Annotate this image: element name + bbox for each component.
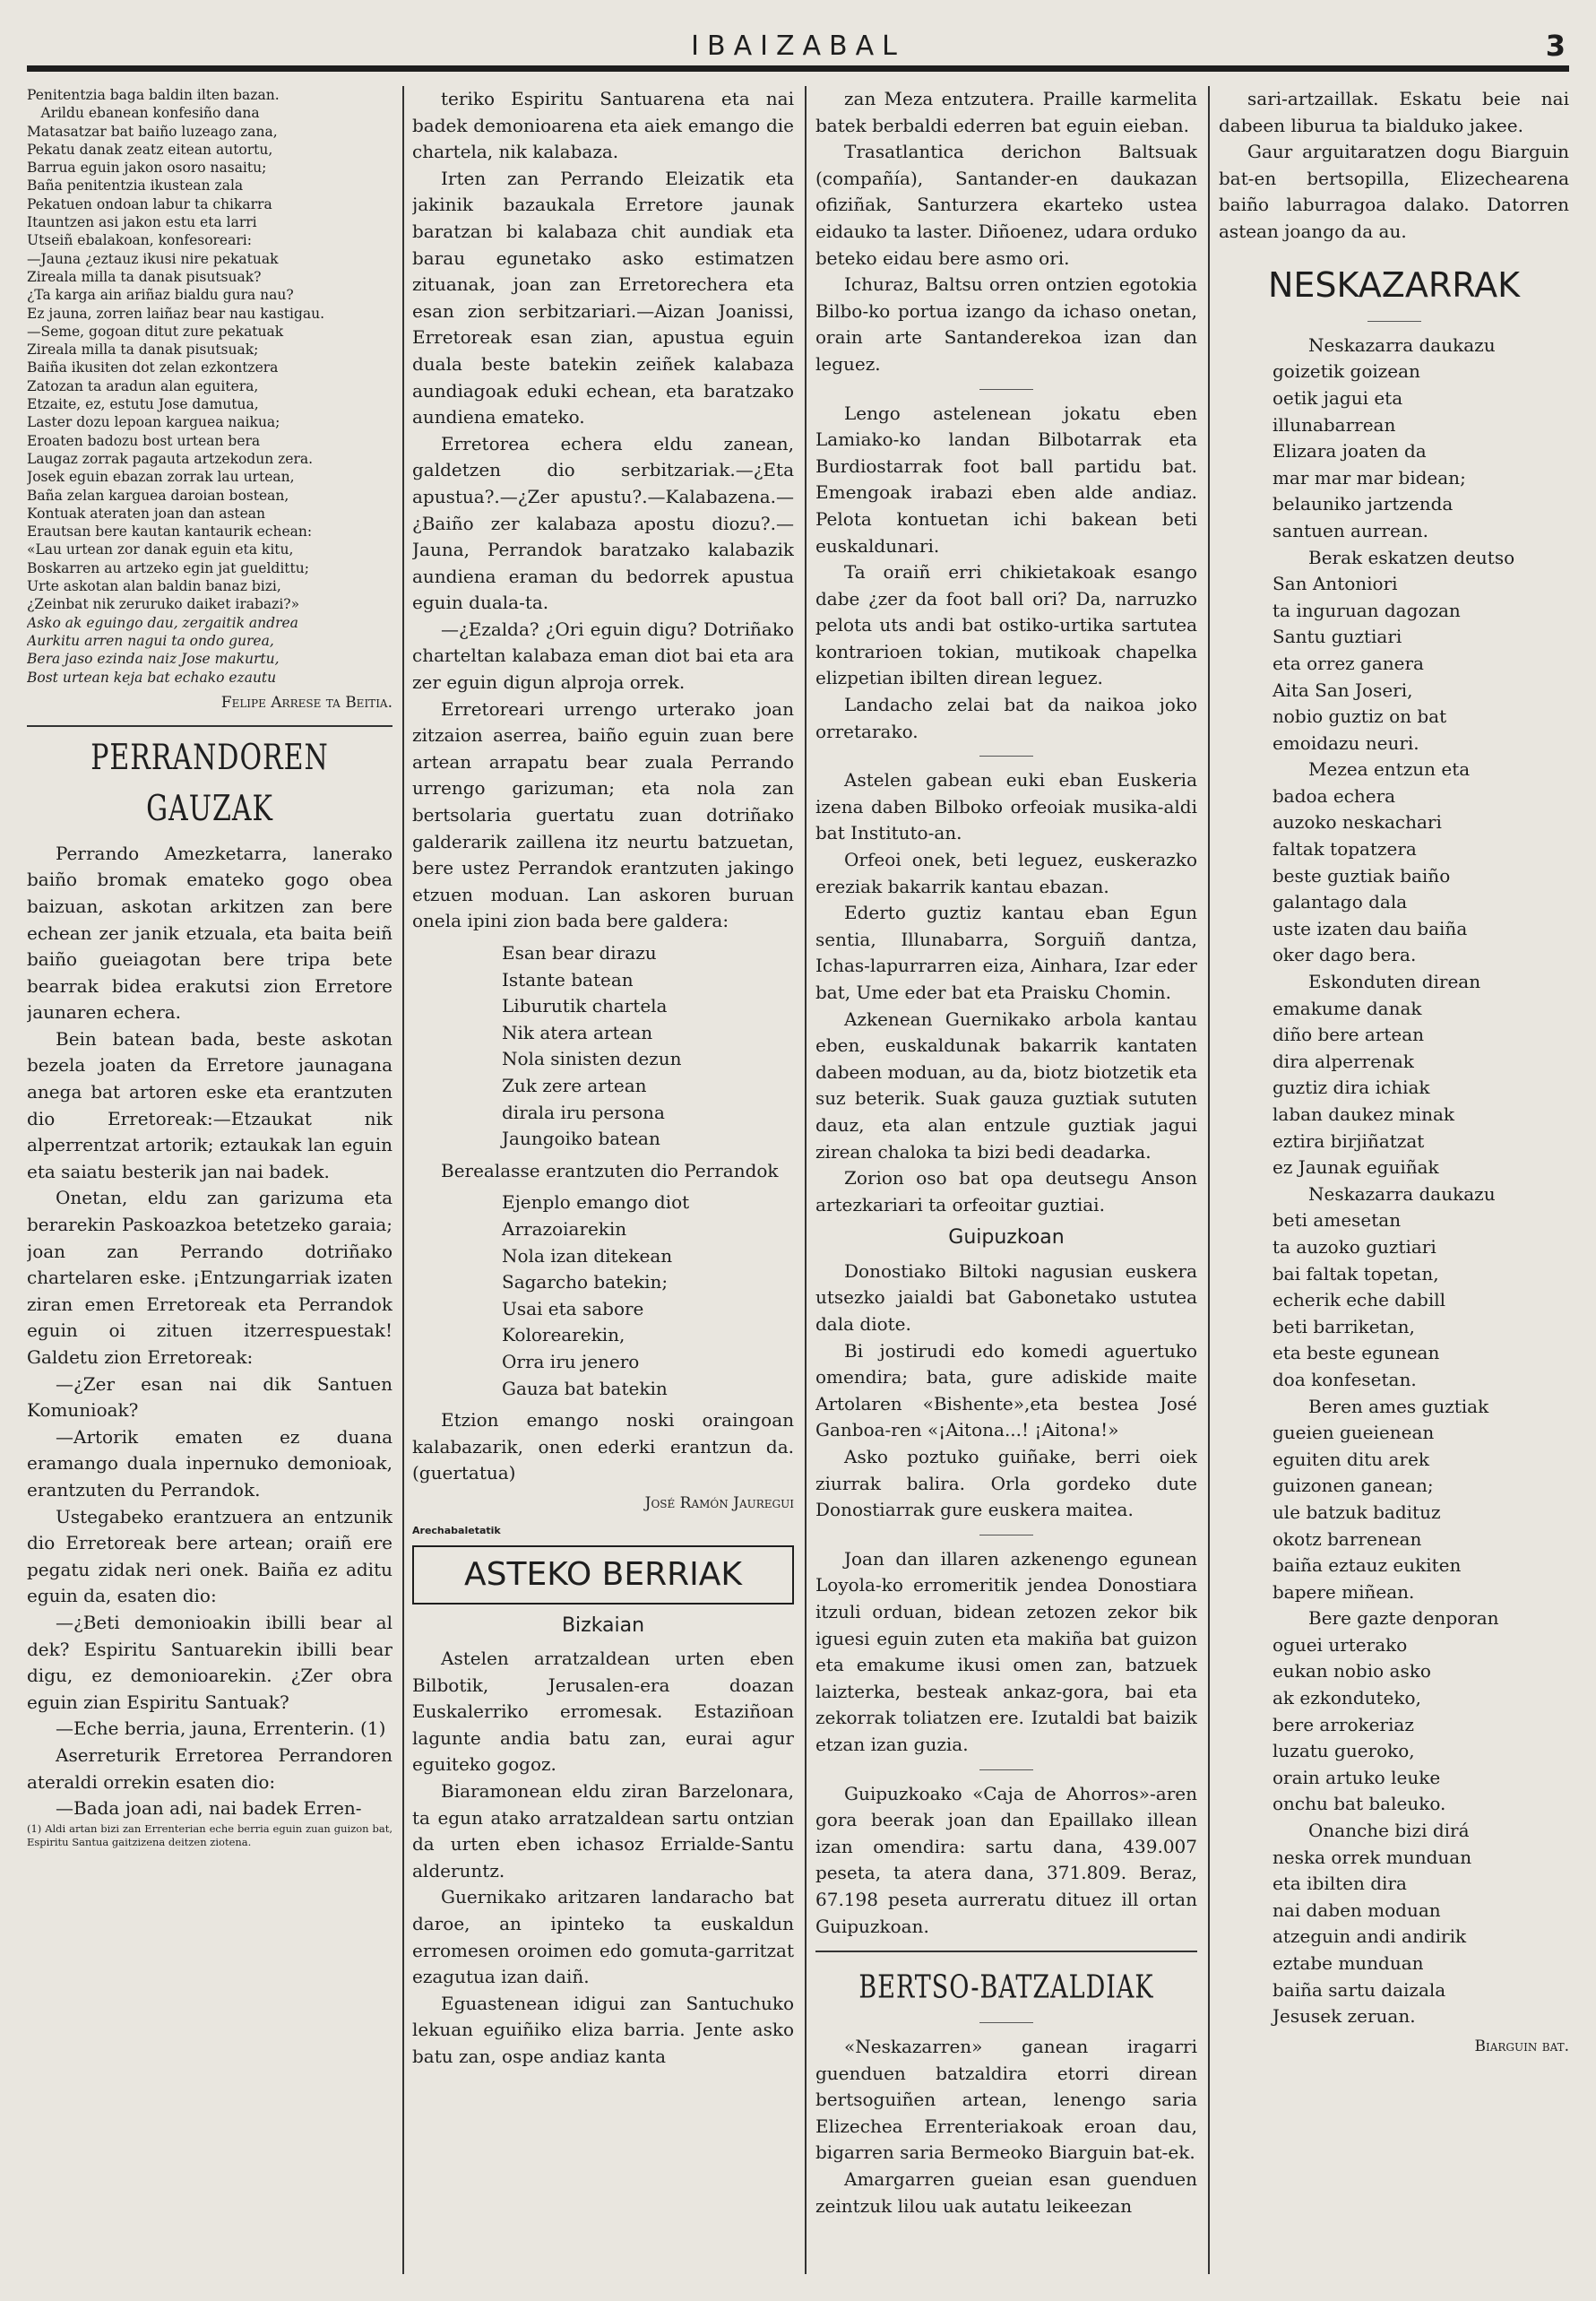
verse-line: uste izaten dau baiña (1272, 917, 1468, 939)
separator (979, 756, 1033, 757)
news-items (815, 1781, 1197, 1941)
verse-line: beste guztiak baiño (1272, 864, 1451, 887)
separator (1367, 321, 1421, 322)
verse-line: oetik jagui eta (1272, 386, 1403, 409)
article-body-continued (412, 86, 794, 935)
verse-line: Esan bear dirazu (502, 942, 657, 964)
separator (979, 2022, 1033, 2023)
article-body-continued (1219, 86, 1569, 246)
verse-line: Neskazarra daukazu (1308, 1182, 1496, 1205)
verse-line: auzoko neskachari (1272, 811, 1442, 834)
news-paragraph: Eguastenean idigui zan Santuchuko lekuan eguiñiko eliza barria. Jente asko batu zan, ospe andiaz kanta (412, 1992, 794, 2068)
verse-line: Pekatu danak zeatz eitean autortu, (27, 141, 273, 158)
verse-intro: Berealasse erantzuten dio Perrandok (441, 1159, 779, 1181)
article-body (815, 2034, 1197, 2219)
subsection-title: Bizkaian (561, 1613, 645, 1637)
verse-line: Matasatzar bat baiño luzeago zana, (27, 123, 278, 140)
column-divider (805, 86, 807, 2274)
columns (27, 86, 1569, 2274)
paragraph: Amargarren gueian esan guenduen zeintzuk lilou uak autatu leikeezan (815, 2168, 1197, 2217)
verse-line: ¿Ta karga ain ariñaz bialdu gura nau? (27, 287, 294, 304)
verse-line: ta auzoko guztiari (1272, 1235, 1436, 1258)
paragraph: Ustegabeko erantzuera an entzunik dio Erretoreak bere artean; oraiñ ere pegatu zidak neri onek. Baiña ez aditu eguin da, esaten dio: (27, 1505, 393, 1607)
news-paragraph: Landacho zelai bat da naikoa jokо orretarako. (815, 694, 1197, 742)
verse-line: Zireala milla ta danak pisutsuak; (27, 342, 259, 359)
verse-line: nobio guztiz on bat (1272, 705, 1447, 728)
paragraph: Erretoreari urrengo urterako joan zitzaion aserrea, baiño eguin zuan bere artean arrapatu bear zuala Perrando urrengo garizuman; eta nola zan bertsolaria guertatu zuan dotriñako galderarik zaillena itz neurtu batzuetan, bere ustez Perrandok erantzuten jakingo etzuen moduan. Lan askoren buruan onela ipini zion bada bere galdera: (412, 697, 794, 932)
news-paragraph: Astelen arratzaldean urten eben Bilbotik, Jerusalen-era doazan Euskalerriko erromesak. Estaziñoan lagunte andia batu zan, eurai agur eguiteko gogoz. (412, 1648, 794, 1776)
verse-line: Zireala milla ta danak pisutsuak? (27, 268, 262, 285)
article-byline: José Ramón Jauregui (644, 1493, 794, 1512)
news-items (815, 1546, 1197, 1759)
verse-line: atzeguin andi andirik (1272, 1925, 1467, 1948)
news-items (815, 86, 1197, 378)
paragraph: —Eche berria, jauna, Errenterin. (1) (56, 1717, 386, 1740)
verse-line: Sagarcho batekin; (502, 1271, 669, 1293)
verse-line: ule batzuk badituz (1272, 1501, 1441, 1523)
verse-line: eguiten ditu arek (1272, 1448, 1429, 1470)
verse-line: beti amesetan (1272, 1209, 1402, 1232)
section-title-box (412, 1545, 794, 1604)
news-paragraph: Ederto guztiz kantau eban Egun sentia, Illunabarra, Sorguiñ dantza, Ichas-lapurrarren eiza, Ainhara, Izar eder bat, Ume eder bat eta Praisku Chomin. (815, 902, 1197, 1003)
verse-line: Bere gazte denporan (1308, 1607, 1499, 1630)
verse-line: Usai eta sabore (502, 1297, 644, 1319)
verse-line: santuen aurrean. (1272, 519, 1428, 541)
subsection-title: Guipuzkoan (948, 1226, 1065, 1250)
footnote: (1) Aldi artan bizi zan Errenterian eche berria eguin zuan guizon bat, Espiritu Santua gaitzizena deitzen ziotena. (27, 1821, 393, 1849)
verse-line: San Antoniori (1272, 573, 1398, 595)
verse-line: Aita San Joseri, (1272, 679, 1413, 701)
verse-line: okotz barrenean (1272, 1527, 1422, 1550)
news-paragraph: Joan dan illaren azkenengo egunean Loyola-ko erromeritik jendea Donostiara itzuli orduan, bidean zetozen zekor bik iguesi eguin zuten eta makiña bat guizon eta emakume ikusi omen zan, batzuek laizterka, besteak ankaz-gora, bai eta zekorrak toliatzen ere. Izutaldi bat baizik etzan izan guzia. (815, 1547, 1197, 1755)
news-paragraph: Biaramonean eldu ziran Barzelonara, ta egun atako arratzaldean sartu ontzian da urten eben ichasoz Errialde-Santu alderuntz. (412, 1780, 794, 1881)
paragraph: —¿Ezalda? ¿Ori eguin digu? Dotriñako charteltan kalabaza eman diot bai eta ara zer eguin digun alproja orrek. (412, 618, 794, 694)
byline-place: Arechabaletatik (412, 1525, 501, 1537)
poem-byline: Felipe Arrese ta Beitia. (220, 693, 393, 712)
news-paragraph: Ichuraz, Baltsu orren ontzien egotokia Bilbo-ko portua izango da ichaso onetan, orain arte Santanderekoa izan dan leguez. (815, 273, 1197, 375)
verse-line: doa konfesetan. (1272, 1368, 1417, 1390)
paragraph: —¿Zer esan nai dik Santuen Komunioak? (27, 1372, 393, 1422)
poem-byline: Biarguin bat. (1474, 2037, 1569, 2055)
news-paragraph: Orfeoi onek, beti leguez, euskerazko ereziak bakarrik kantau ebazan. (815, 849, 1197, 897)
verse-line: bai faltak topetan, (1272, 1262, 1439, 1285)
news-paragraph: Azkenean Guernikako arbola kantau eben, euskaldunak bakarrik kantaten dabeen moduan, au da, biotz biotzetik eta suz beterik. Suak gauza guztiak sututen dauz, eta alan entzule guztiak jagui zirean chaloka ta bizi bedi deadarka. (815, 1008, 1197, 1163)
verse-line: baiña sartu daizala (1272, 1978, 1446, 2001)
verse-line: Orra iru jenero (502, 1350, 640, 1372)
verse-line: onchu bat baleuko. (1272, 1793, 1446, 1815)
news-paragraph: Astelen gabean euki eban Euskeria izena daben Bilboko orfeoiak musika-aldi bat Instituto-an. (815, 769, 1197, 844)
verse-line: Jaungoiko batean (502, 1128, 660, 1150)
news-items (815, 767, 1197, 1218)
verse-line: oguei urterako (1272, 1633, 1408, 1656)
verse-line: Ejenplo emango diot (502, 1191, 690, 1214)
section-title: BERTSO-BATZALDIAK (858, 1969, 1154, 2006)
verse-line: Barrua eguin jakon osoro nasaitu; (27, 160, 267, 177)
masthead-rule (27, 65, 1569, 72)
paragraph: Irten zan Perrando Eleizatik eta jakinik bazaukala Erretore jaunak baratzan bi kalabaza chit aundiak eta barau egunetako asko estimatzen zituanak, joan zan Erretorechera eta esan zion serbitzariari.—Aizan Joanissi, Erretoreak esan zian, apustua eguin duala beste batekin zeiñek kalabaza aundiagoak eduki echean, eta baratzako aundiena emateko. (412, 167, 794, 428)
verse-line: Baiña ikusiten dot zelan ezkontzera (27, 359, 279, 376)
verse-line: eta orrez ganera (1272, 652, 1424, 674)
verse-line: Kolorearekin, (502, 1324, 625, 1346)
poem-continuation (27, 86, 393, 614)
page-number: 3 (1545, 29, 1566, 63)
verse-line: Baña zelan karguea daroian bostean, (27, 487, 289, 504)
verse-line: diño bere artean (1272, 1024, 1425, 1046)
verse-line: bapere miñean. (1272, 1580, 1415, 1603)
verse-line: Baña penitentzia ikustean zala (27, 177, 244, 195)
verse-line: Josek eguin ebazan zorrak lau urtean, (27, 469, 295, 486)
verse-line: Neskazarra daukazu (1308, 333, 1496, 356)
separator (979, 1769, 1033, 1770)
verse-line: Gauza bat batekin (502, 1377, 668, 1399)
verse-line: Ez jauna, zorren laiñaz bear nau kastigau. (27, 305, 325, 322)
verse-line: Onanche bizi dirá (1308, 1820, 1470, 1842)
verse-line: eztira birjiñatzat (1272, 1129, 1425, 1152)
verse-line: ta inguruan dagozan (1272, 599, 1461, 621)
poem-neskazarrak (1219, 333, 1569, 2030)
news-paragraph: zan Meza entzutera. Praille karmelita batek berbaldi ederren bat eguin eieban. (815, 88, 1197, 136)
verse-line: Bera jaso ezinda naiz Jose makurtu, (27, 651, 280, 668)
verse-line: Elizara joaten da (1272, 440, 1427, 463)
news-paragraph: Guipuzkoako «Caja de Ahorros»-aren gora beerak joan dan Epaillako illean izan omendira: sartu dana, 439.007 peseta, ta atera dana, 371.809. Beraz, 67.198 peseta aurreratu dituez ill ortan Guipuzkoan. (815, 1782, 1197, 1937)
verse-question (412, 940, 794, 1153)
verse-line: Zuk zere artean (502, 1074, 647, 1096)
news-paragraph: Guernikako aritzaren landaracho bat daroe, an ipinteko ta euskaldun erromesen oroimen edo gomuta-garritzat ezagutua izan daiñ. (412, 1886, 794, 1988)
verse-line: —Jauna ¿eztauz ikusi nire pekatuak (27, 250, 279, 267)
verse-line: —Seme, gogoan ditut zure pekatuak (27, 323, 284, 340)
verse-line: «Lau urtean zor danak eguin eta kitu, (27, 541, 294, 558)
verse-line: laban daukez minak (1272, 1103, 1455, 1126)
section-rule (815, 1951, 1197, 1952)
masthead (27, 25, 1569, 72)
column-4 (1219, 86, 1569, 2274)
paragraph: sari-artzaillak. Eskatu beie nai dabeen liburua ta bialduko jakee. (1219, 88, 1569, 136)
verse-line: dira alperrenak (1272, 1050, 1414, 1072)
column-2 (412, 86, 794, 2274)
news-paragraph: Bi jostirudi edo komedi aguertuko omendira; bata, gure adiskide maite Artolaren «Bishente»,eta bestea José Ganboa-ren «¡Aitona...! ¡Aitona!» (815, 1339, 1197, 1441)
verse-line: emakume danak (1272, 997, 1422, 1019)
paragraph: teriko Espiritu Santuarena eta nai badek demonioarena eta aiek emango die chartela, nik kalabaza. (412, 88, 794, 163)
verse-line: Kontuak ateraten joan dan astean (27, 505, 266, 522)
paragraph: —Bada joan adi, nai badek Erren- (56, 1797, 362, 1820)
news-paragraph: Donostiako Biltoki nagusian euskera utsezko jaialdi bat Gabonetako ustutea dala diote. (815, 1259, 1197, 1336)
paragraph: Gaur arguitaratzen dogu Biarguin bat-en bertsopilla, Elizechearena baiño laburragoa dalako. Datorren astean joango da au. (1219, 141, 1569, 242)
column-1 (27, 86, 393, 2274)
verse-line: belauniko jartzenda (1272, 493, 1454, 515)
verse-line: Arrazoiarekin (502, 1217, 627, 1240)
article-title: PERRANDOREN GAUZAK (91, 737, 329, 831)
verse-line: ak ezkonduteko, (1272, 1687, 1421, 1709)
paragraph: —Artorik ematen ez duana eramango duala inpernuko demonioak, erantzuten du Perrandok. (27, 1425, 393, 1501)
verse-line: eta ibilten dira (1272, 1873, 1407, 1895)
newspaper-title: IBAIZABAL (691, 30, 905, 62)
verse-line: mar mar mar bidean; (1272, 466, 1466, 489)
verse-line: Nola izan ditekean (502, 1244, 673, 1267)
verse-line: galantago dala (1272, 891, 1408, 913)
paragraph: Aserreturik Erretorea Perrandoren ateraldi orrekin esaten dio: (27, 1743, 393, 1793)
section-rule (27, 725, 393, 727)
verse-line: neska orrek munduan (1272, 1846, 1472, 1868)
verse-line: goizetik goizean (1272, 360, 1420, 383)
news-items (412, 1646, 794, 2071)
verse-line: guztiz dira ichiak (1272, 1077, 1430, 1099)
verse-line: echerik eche dabill (1272, 1289, 1446, 1311)
verse-line: Zatozan ta aradun alan eguitera, (27, 377, 259, 394)
separator (979, 389, 1033, 390)
news-items (815, 401, 1197, 746)
verse-line: bere arrokeriaz (1272, 1713, 1414, 1735)
paragraph: Onetan, eldu zan garizuma eta berarekin Paskoazkoa betetzeko garaia; joan zan Perrando dotriñako chartelaren eske. ¡Entzungarriak izaten ziran emen Erretoreak eta Perrandok eguin oi zituen itzerrespuestak! Galdetu zion Erretoreak: (27, 1187, 393, 1369)
verse-line: emoidazu neuri. (1272, 731, 1419, 754)
verse-line: nai daben moduan (1272, 1899, 1441, 1921)
verse-line: gueien gueienean (1272, 1422, 1435, 1444)
paragraph: Erretorea echera eldu zanean, galdetzen dio serbitzariak.—¿Eta apustua?.—¿Zer apustu?.—Kalabazena.—¿Baiño zer kalabaza apostu diozu?.—Jauna, Perrandok baratzako kalabazik aundiena eraman du bedorrek apustua eguin duala-ta. (412, 432, 794, 614)
verse-line: Pekatuen ondoan labur ta chikarra (27, 195, 272, 212)
verse-line: dirala iru persona (502, 1101, 665, 1123)
verse-line: Santu guztiari (1272, 626, 1402, 648)
verse-line: Bost urtean keja bat echako ezautu (27, 669, 277, 686)
verse-line: luzatu gueroko, (1272, 1740, 1415, 1762)
verse-line: orain artuko leuke (1272, 1766, 1441, 1788)
column-divider (1208, 86, 1210, 2274)
verse-line: Etzaite, ez, estutu Jose damutua, (27, 396, 259, 413)
verse-line: Eroaten badozu bost urtean bera (27, 432, 261, 449)
article-body (27, 841, 393, 1822)
verse-line: eukan nobio asko (1272, 1660, 1431, 1682)
verse-line: Mezea entzun eta (1308, 758, 1471, 781)
verse-line: Aurkitu arren nagui ta ondo gurea, (27, 632, 274, 649)
verse-line: Penitentzia baga baldin ilten bazan. (27, 87, 280, 103)
paragraph: Bein batean bada, beste askotan bezela joaten da Erretore jaunagana anega bat artoren eske eta erantzuten dio Erretoreak:—Etzaukat nik alperrentzat artorik; eztaukak lan eguin eta saiatu besterik jan nai badek. (27, 1027, 393, 1182)
section-title: ASTEKO BERRIAK (464, 1556, 742, 1594)
verse-line: eztabe munduan (1272, 1952, 1424, 1975)
verse-line: oker dago bera. (1272, 944, 1417, 966)
verse-line: guizonen ganean; (1272, 1475, 1434, 1497)
paragraph: Perrando Amezketarra, lanerako baiño bromak emateko gogo obea baizuan, askotan arkitzen zan bere echean zer janik etzuala, eta baita beiñ baiño gueiagotan bere tripa bete bearrak bidea erakutsi zion Erretore jaunaren echera. (27, 842, 393, 1024)
article-closing: Etzion emango noski oraingoan kalabazarik, onen ederki erantzun da. (guertatua) (412, 1409, 794, 1484)
verse-line: Berak eskatzen deutso (1308, 546, 1515, 568)
poem-title: NESKAZARRAK (1267, 264, 1520, 305)
verse-line: Eskonduten direan (1308, 971, 1481, 993)
verse-line: ez Jaunak eguiñak (1272, 1156, 1439, 1179)
verse-line: Istante batean (502, 968, 634, 990)
verse-line: Itauntzen asi jakon estu eta larri (27, 214, 257, 231)
verse-line: ¿Zeinbat nik zeruruko daiket irabazi?» (27, 596, 300, 613)
verse-line: Nik atera artean (502, 1021, 653, 1043)
paragraph: —¿Beti demonioakin ibilli bear al dek? Espiritu Santuarekin ibilli bear digu, ez demonioarekin. ¿Zer obra eguin zian Espiritu Santuak? (27, 1611, 393, 1713)
poem-italic-stanza (27, 614, 393, 687)
verse-line: eta beste egunean (1272, 1342, 1440, 1364)
paragraph: «Neskazarren» ganean iragarri guenduen batzaldira etorri direan bertsoguiñen artean, lenengo saria Elizechea Errenteriakoak eroan dau, bigarren saria Bermeoko Biarguin bat-ek. (815, 2036, 1197, 2164)
verse-line: Liburutik chartela (502, 995, 668, 1017)
verse-line: Nola sinisten dezun (502, 1048, 682, 1070)
verse-line: illunabarrean (1272, 413, 1396, 436)
verse-line: Urte askotan alan baldin banaz bizi, (27, 578, 281, 595)
verse-line: faltak topatzera (1272, 838, 1417, 861)
verse-line: Jesusek zeruan. (1272, 2005, 1416, 2028)
verse-line: baiña eztauz eukiten (1272, 1554, 1462, 1577)
verse-answer (412, 1189, 794, 1402)
verse-line: Laugaz zorrak pagauta artzekodun zera. (27, 450, 314, 467)
news-paragraph: Asko poztuko guiñake, berri oiek ziurrak balira. Orla gordeko dute Donostiarrak gure euskera maitea. (815, 1446, 1197, 1521)
verse-line: Arildu ebanean konfesiño dana (40, 105, 260, 122)
verse-line: badoa echera (1272, 784, 1396, 807)
verse-line: beti barriketan, (1272, 1315, 1415, 1337)
news-paragraph: Ta oraiñ erri chikietakoak esango dabe ¿zer da foot ball ori? Da, narruzko pelota uts andi bat ostiko-urtika sartutea kontrarioen tokian, mutikoak chapelka elizpetian ibilten direan leguez. (815, 561, 1197, 689)
verse-line: Beren ames guztiak (1308, 1395, 1489, 1417)
news-items (815, 1259, 1197, 1524)
news-paragraph: Zorion oso bat opa deutsegu Anson artezkariari ta orfeoitar guztiai. (815, 1167, 1197, 1215)
verse-line: Boskarren au artzeko egin jat gueldittu; (27, 559, 309, 576)
verse-line: Utseiñ ebalakoan, konfesoreari: (27, 232, 252, 249)
column-3 (815, 86, 1197, 2274)
verse-line: Erautsan bere kautan kantaurik echean: (27, 523, 313, 541)
verse-line: Asko ak eguingo dau, zergaitik andrea (27, 614, 298, 631)
column-divider (402, 86, 404, 2274)
news-paragraph: Trasatlantica derichon Baltsuak (compañía), Santander-en daukazan ofiziñak, Santurzera ekarteko ustea eidauko ta laster. Diñoenez, udara orduko beteko eidau bere asmo ori. (815, 141, 1197, 269)
verse-line: Laster dozu lepoan kargueа naikua; (27, 414, 280, 431)
news-paragraph: Lengo astelenean jokatu eben Lamiako-ko landan Bilbotarrak eta Burdiostarrak foot ball partidu bat. Emengoak irabazi eben alde andiaz. Pelota kontuetan ichi bakean beti euskaldunari. (815, 402, 1197, 557)
